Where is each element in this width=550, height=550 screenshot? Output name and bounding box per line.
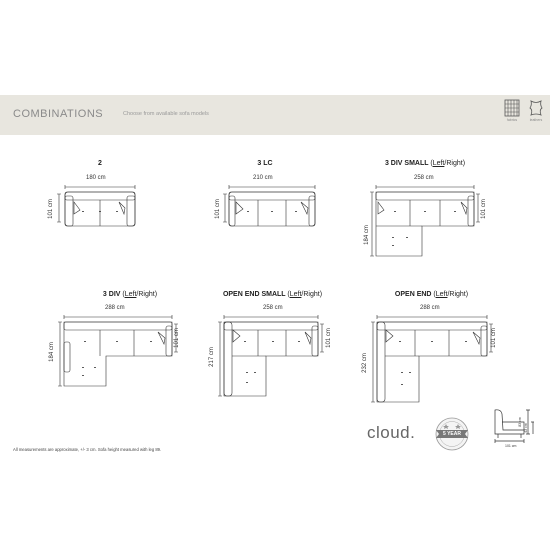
- option-right[interactable]: Right: [446, 160, 463, 167]
- option-right[interactable]: Right: [303, 291, 320, 298]
- combo-title-3div-small: 3 DIV SMALL (Left/Right): [384, 160, 466, 167]
- option-left[interactable]: Left: [124, 291, 137, 298]
- page-subtitle: Choose from available sofa models: [123, 111, 209, 117]
- width-dimension: 288 cm: [105, 305, 125, 311]
- option-left[interactable]: Left: [289, 291, 302, 298]
- combo-title-open-end-small: OPEN END SMALL (Left/Right): [222, 291, 323, 298]
- width-dimension: 258 cm: [414, 175, 434, 181]
- chaise-dimension: 184 cm: [363, 225, 370, 245]
- option-right[interactable]: Right: [449, 291, 466, 298]
- sofa-open-end-plan: [371, 312, 496, 407]
- leather-hide-icon: [528, 99, 544, 117]
- combo-title-3div: 3 DIV (Left/Right): [102, 291, 158, 298]
- depth-dimension: 101 cm: [47, 199, 54, 219]
- page-title: COMBINATIONS: [13, 108, 104, 120]
- material-label: fabrics: [506, 118, 518, 122]
- depth-dimension: 101 cm: [214, 199, 221, 219]
- combo-name: 3 DIV: [102, 291, 121, 298]
- combo-name: OPEN END SMALL: [222, 291, 286, 298]
- chaise-dimension: 217 cm: [208, 347, 215, 367]
- width-dimension: 288 cm: [420, 305, 440, 311]
- depth-dimension: 101 cm: [480, 199, 487, 219]
- width-dimension: 210 cm: [253, 175, 273, 181]
- combo-name: 3 DIV SMALL: [384, 160, 429, 167]
- chaise-dimension: 184 cm: [48, 342, 55, 362]
- sofa-open-end-small-plan: [218, 312, 328, 402]
- depth-dimension: 101 cm: [325, 328, 332, 348]
- option-right[interactable]: Right: [138, 291, 155, 298]
- combo-title-open-end: OPEN END (Left/Right): [394, 291, 469, 298]
- measurement-note: All measurements are approximate, +/- 3 cm. Sofa height measured with leg 89.: [13, 447, 162, 452]
- option-left[interactable]: Left: [432, 160, 445, 167]
- width-dimension: 258 cm: [263, 305, 283, 311]
- sofa-3div-small-plan: [370, 182, 485, 262]
- sofa-2-plan: [55, 182, 145, 232]
- combo-title-3lc: 3 LC: [257, 160, 273, 167]
- sofa-3div-plan: [58, 312, 183, 392]
- material-leathers: [526, 99, 546, 122]
- combo-title-2: 2: [98, 160, 102, 167]
- side-depth-dimension: 101 cm: [505, 444, 517, 448]
- chaise-dimension: 232 cm: [361, 353, 368, 373]
- side-height-dimension: 83 cm: [517, 417, 522, 427]
- width-dimension: 180 cm: [86, 175, 106, 181]
- depth-dimension: 101 cm: [173, 328, 180, 348]
- material-label: leathers: [529, 118, 543, 122]
- option-left[interactable]: Left: [435, 291, 448, 298]
- side-seat-dimension: 43 cm: [523, 423, 528, 433]
- combo-name: OPEN END: [394, 291, 432, 298]
- depth-dimension: 101 cm: [490, 328, 497, 348]
- warranty-label: 5 YEAR: [443, 431, 461, 437]
- brand-logo: cloud.: [367, 423, 416, 442]
- fabric-swatch-icon: [504, 99, 520, 117]
- combinations-header: [0, 95, 550, 135]
- material-fabrics: [502, 99, 522, 122]
- sofa-3lc-plan: [222, 182, 322, 232]
